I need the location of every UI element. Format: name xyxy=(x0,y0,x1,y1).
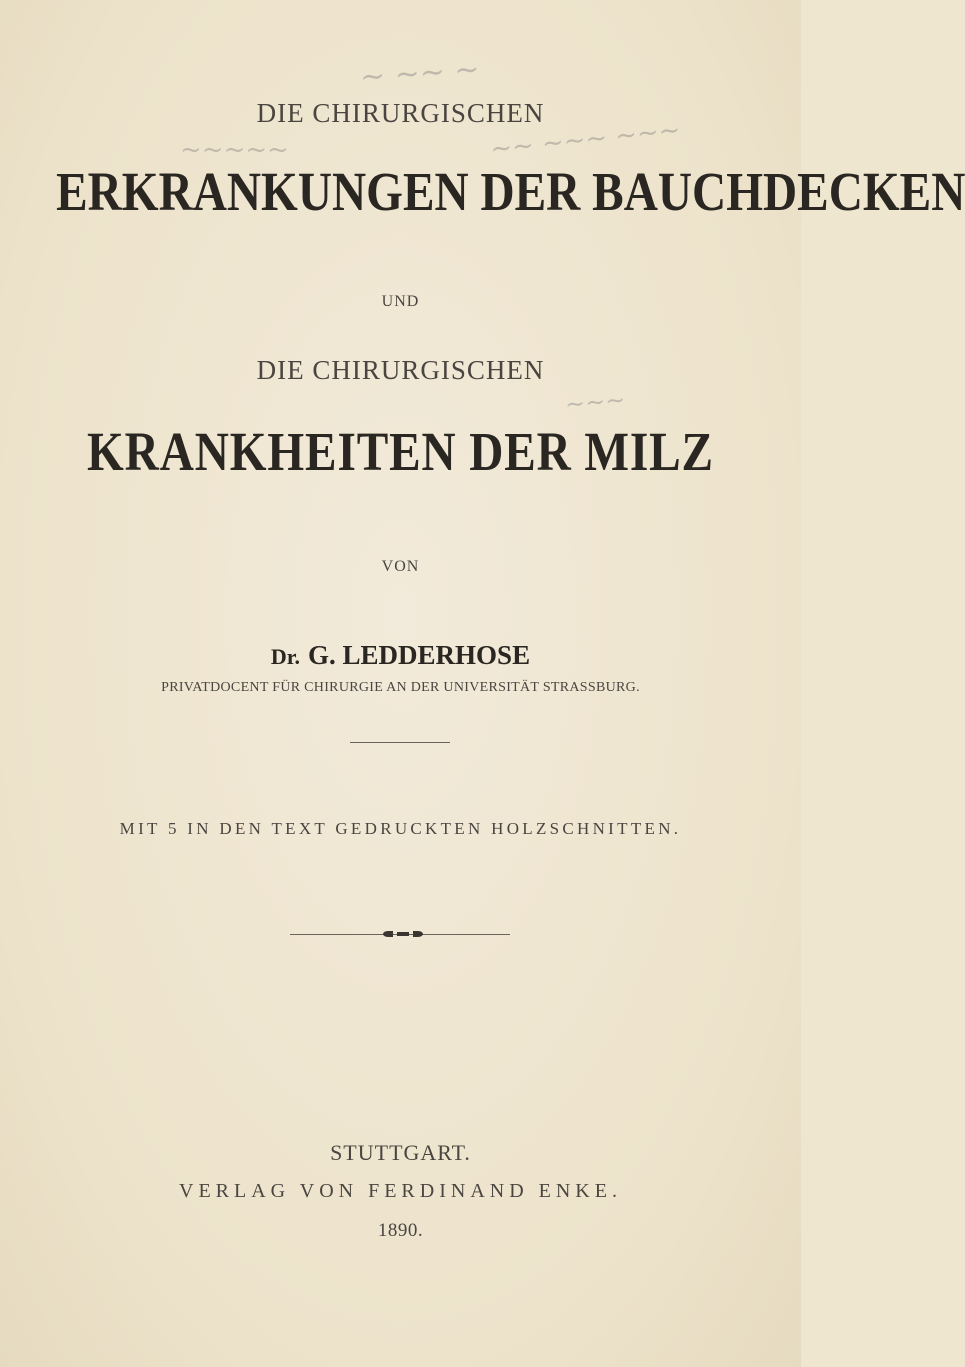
pencil-annotation-milz: ~~~ xyxy=(563,385,627,419)
author-affiliation: PRIVATDOCENT FÜR CHIRURGIE AN DER UNIVERSITÄT STRASSBURG. xyxy=(161,680,640,695)
author-von: VON xyxy=(381,558,420,575)
title-line-1: DIE CHIRURGISCHEN xyxy=(256,98,545,128)
imprint-city: STUTTGART. xyxy=(330,1140,471,1165)
separator-rule xyxy=(350,742,450,743)
title-line-4: DIE CHIRURGISCHEN xyxy=(256,355,545,385)
imprint-year: 1890. xyxy=(377,1220,424,1241)
ornamental-rule xyxy=(290,930,510,940)
pencil-annotation-top: ~ ~~ ~ xyxy=(358,51,481,96)
author-name: G. LEDDERHOSE xyxy=(308,640,531,670)
illustrations-note: MIT 5 IN DEN TEXT GEDRUCKTEN HOLZSCHNITTEN. xyxy=(119,819,682,838)
pencil-annotation-left: ~~~~~ xyxy=(180,135,289,165)
pencil-annotation-right: ~~ ~~~ ~~~ xyxy=(488,115,682,165)
author-name-line xyxy=(0,640,801,671)
title-line-5: KRANKHEITEN DER MILZ xyxy=(87,421,714,482)
imprint-publisher: VERLAG VON FERDINAND ENKE. xyxy=(179,1180,622,1202)
title-line-2: ERKRANKUNGEN DER BAUCHDECKEN xyxy=(56,161,965,222)
title-line-3: UND xyxy=(381,293,420,310)
author-title: Dr. xyxy=(270,644,301,669)
